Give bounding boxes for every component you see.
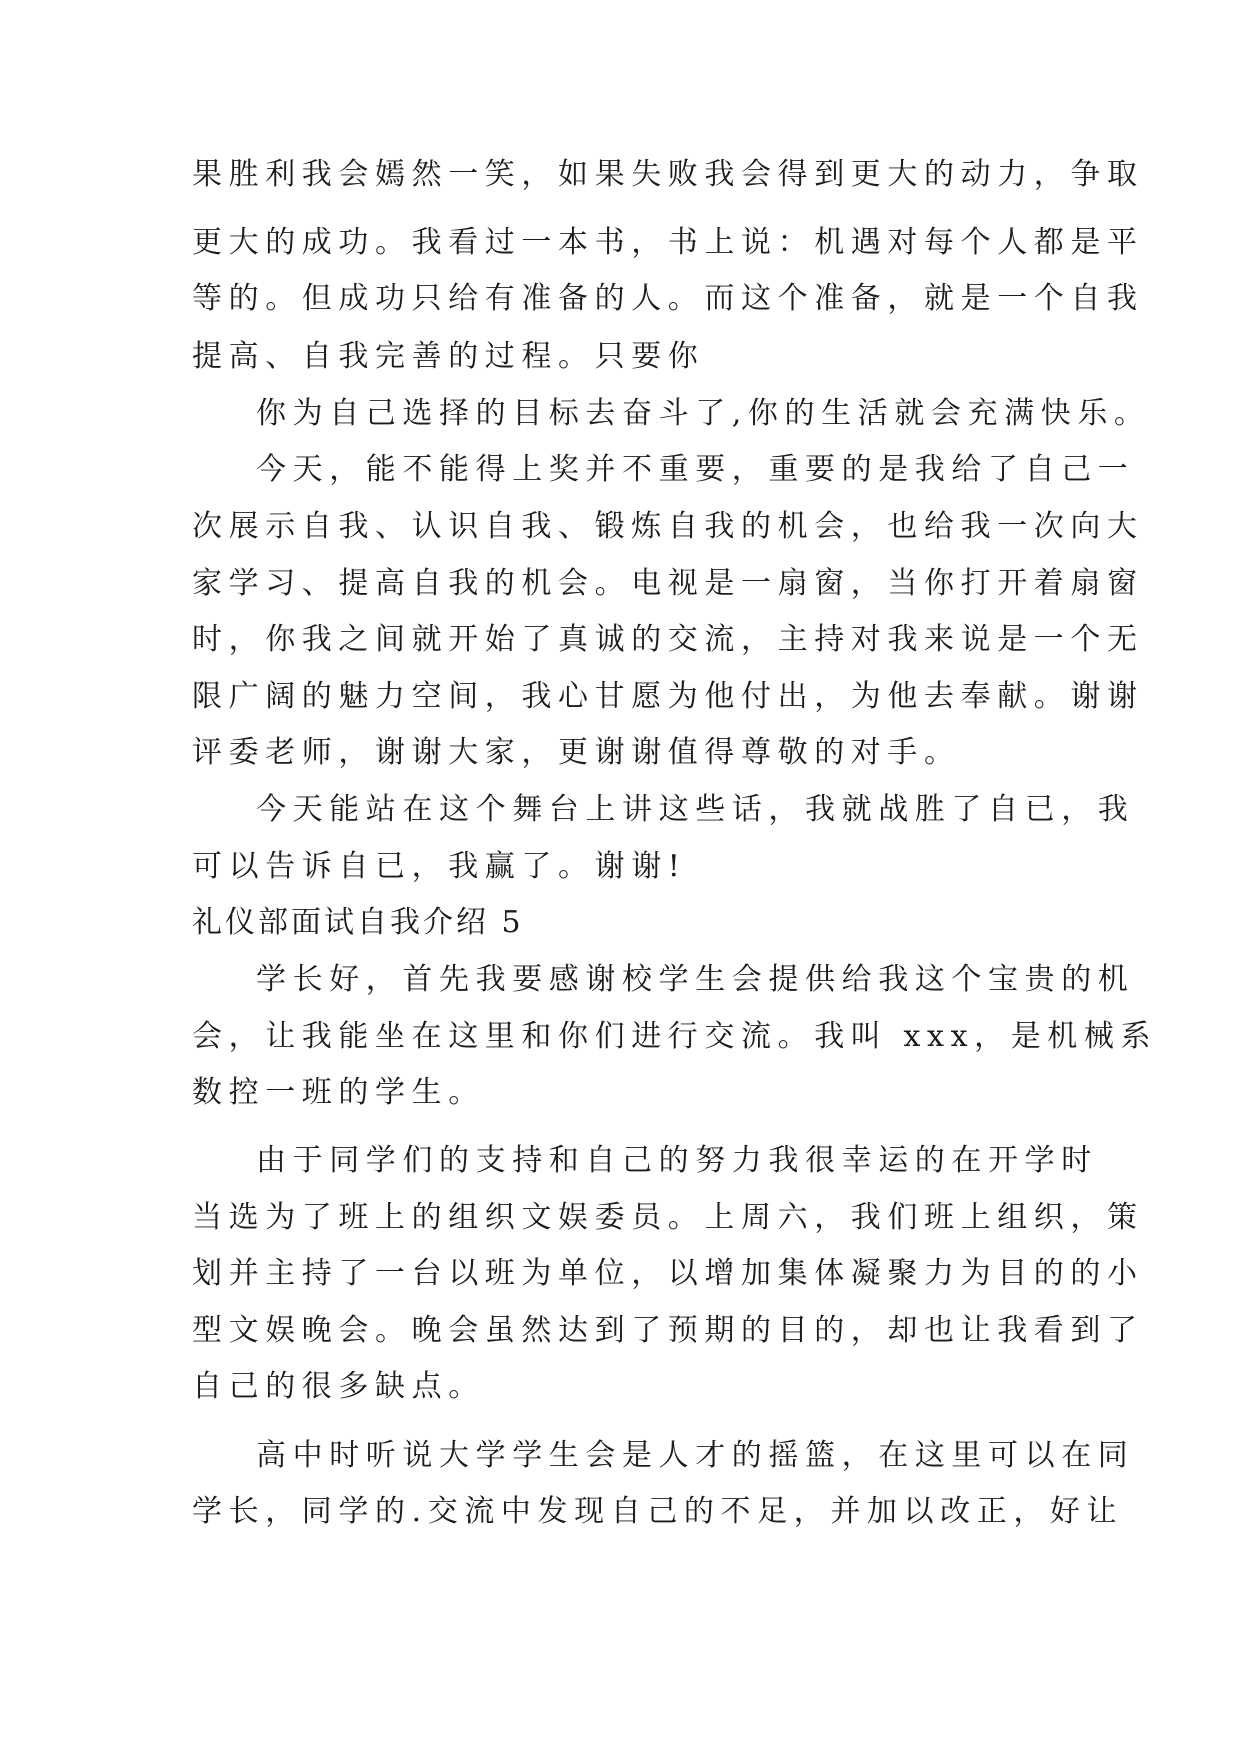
text-line: 限广阔的魅力空间，我心甘愿为他付出，为他去奉献。谢谢 <box>192 679 1144 714</box>
text-line: 你为自己选择的目标去奋斗了,你的生活就会充满快乐。 <box>256 396 1151 431</box>
text-line: 等的。但成功只给有准备的人。而这个准备，就是一个自我 <box>192 281 1144 316</box>
text-line: 次展示自我、认识自我、锻炼自我的机会，也给我一次向大 <box>192 509 1144 544</box>
text-line: 学长好，首先我要感谢校学生会提供给我这个宝贵的机 <box>256 962 1135 997</box>
text-line: 由于同学们的支持和自己的努力我很幸运的在开学时 <box>256 1143 1098 1178</box>
text-line: 划并主持了一台以班为单位，以增加集体凝聚力为目的的小 <box>192 1256 1144 1291</box>
text-line: 提高、自我完善的过程。只要你 <box>192 339 705 374</box>
text-line: 今天，能不能得上奖并不重要，重要的是我给了自己一 <box>256 452 1135 487</box>
text-line: 果胜利我会嫣然一笑，如果失败我会得到更大的动力，争取 <box>192 157 1144 192</box>
text-line: 当选为了班上的组织文娱委员。上周六，我们班上组织，策 <box>192 1200 1144 1235</box>
text-line: 型文娱晚会。晚会虽然达到了预期的目的，却也让我看到了 <box>192 1313 1144 1348</box>
text-line: 评委老师，谢谢大家，更谢谢值得尊敬的对手。 <box>192 735 961 770</box>
text-line: 自己的很多缺点。 <box>192 1369 485 1404</box>
text-line: 学长，同学的.交流中发现自己的不足，并加以改正，好让 <box>192 1494 1124 1529</box>
text-line: 会，让我能坐在这里和你们进行交流。我叫 xxx，是机械系 <box>192 1019 1158 1054</box>
text-line: 时，你我之间就开始了真诚的交流，主持对我来说是一个无 <box>192 622 1144 657</box>
text-line: 家学习、提高自我的机会。电视是一扇窗，当你打开着扇窗 <box>192 566 1144 601</box>
text-line: 数控一班的学生。 <box>192 1075 485 1110</box>
text-line: 今天能站在这个舞台上讲这些话，我就战胜了自已，我 <box>256 792 1135 827</box>
text-line: 可以告诉自已，我赢了。谢谢! <box>192 849 687 884</box>
text-line: 更大的成功。我看过一本书，书上说：机遇对每个人都是平 <box>192 225 1144 260</box>
section-heading: 礼仪部面试自我介绍 5 <box>192 905 524 940</box>
text-line: 高中时听说大学学生会是人才的摇篮，在这里可以在同 <box>256 1438 1135 1473</box>
